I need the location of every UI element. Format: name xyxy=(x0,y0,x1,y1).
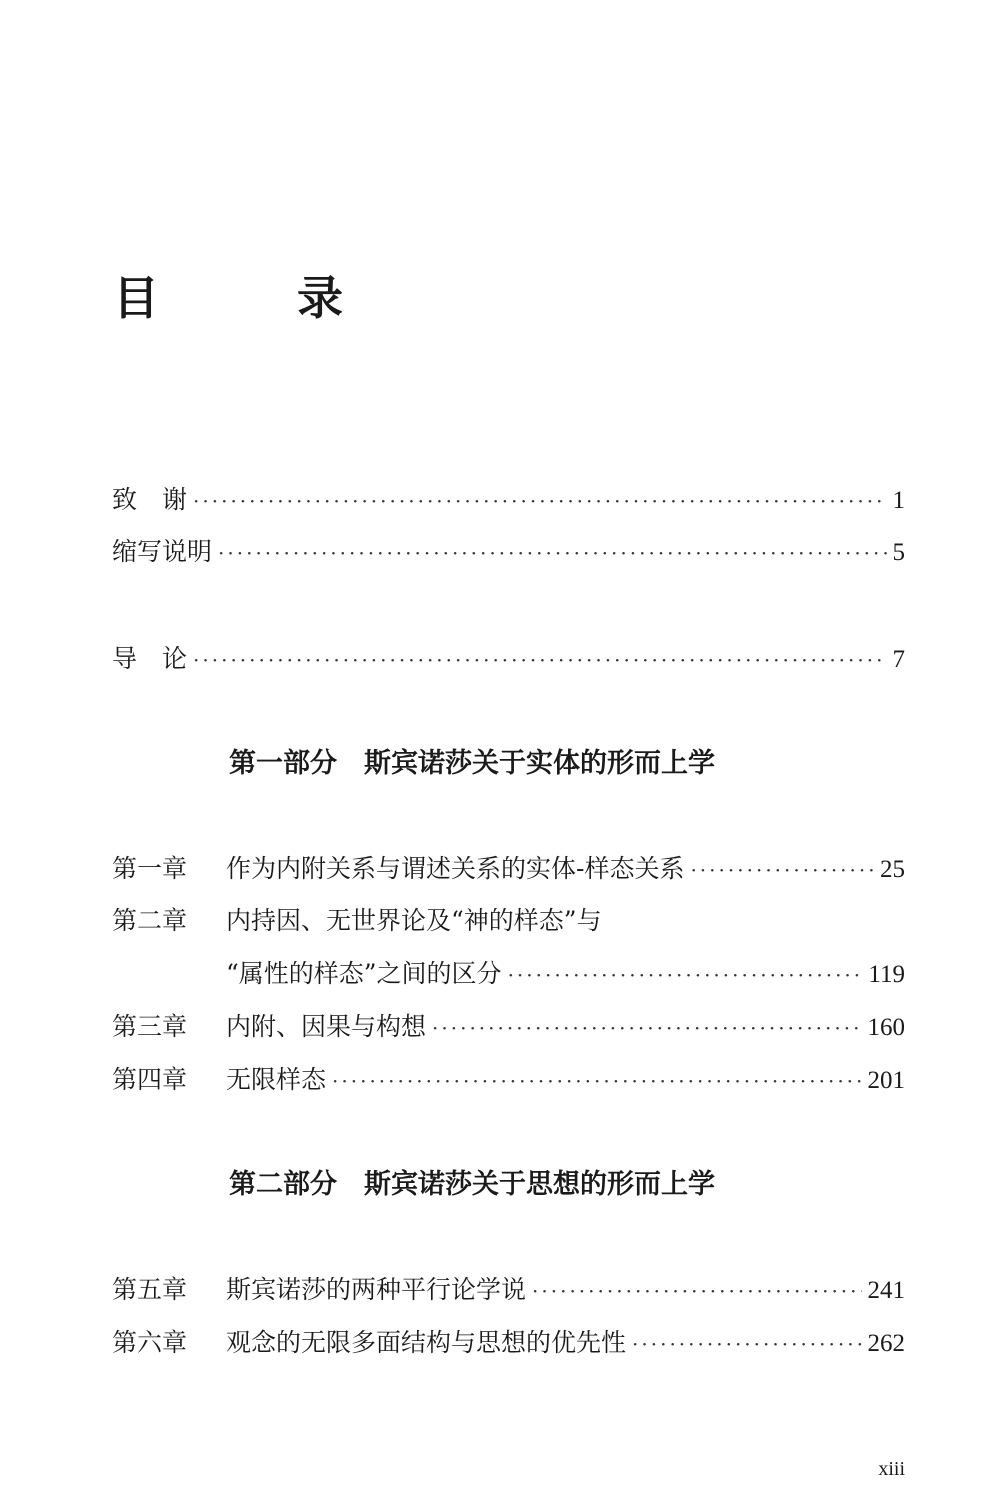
part-heading-2: 第二部分 斯宾诺莎关于思想的形而上学 xyxy=(229,1169,715,1200)
toc-page-number: 119 xyxy=(868,961,905,988)
page-title: 目 录 xyxy=(113,271,389,325)
leader-dots xyxy=(690,852,874,888)
toc-entry-chapter-5[interactable] xyxy=(112,1272,905,1308)
toc-page-number: 5 xyxy=(892,539,905,566)
toc-entry-introduction[interactable] xyxy=(112,641,905,677)
leader-dots xyxy=(508,957,863,993)
toc-entry-label: 致 谢 xyxy=(112,485,188,514)
chapter-number: 第三章 xyxy=(112,1012,188,1041)
chapter-title: 观念的无限多面结构与思想的优先性 xyxy=(226,1328,627,1357)
toc-entry-chapter-2-continued[interactable] xyxy=(112,956,905,992)
leader-dots xyxy=(193,642,886,678)
leader-dots xyxy=(632,1326,861,1362)
chapter-title: 作为内附关系与谓述关系的实体-样态关系 xyxy=(226,854,685,883)
page-folio: xiii xyxy=(878,1458,905,1480)
chapter-number: 第六章 xyxy=(112,1328,188,1357)
toc-entry-chapter-2[interactable] xyxy=(112,903,905,939)
leader-dots xyxy=(218,535,886,571)
chapter-number: 第五章 xyxy=(112,1275,188,1304)
toc-page-number: 241 xyxy=(867,1277,905,1304)
chapter-title-continued: “属性的样态”之间的区分 xyxy=(226,959,502,988)
chapter-title: 内附、因果与构想 xyxy=(226,1012,427,1041)
chapter-number: 第四章 xyxy=(112,1065,188,1094)
toc-entry-chapter-1[interactable] xyxy=(112,851,905,887)
toc-entry-chapter-6[interactable] xyxy=(112,1325,905,1361)
toc-entry-chapter-4[interactable] xyxy=(112,1062,905,1098)
toc-page-number: 1 xyxy=(892,487,905,514)
chapter-title: 斯宾诺莎的两种平行论学说 xyxy=(226,1275,527,1304)
leader-dots xyxy=(432,1010,861,1046)
leader-dots xyxy=(332,1063,861,1099)
chapter-title: 内持因、无世界论及“神的样态”与 xyxy=(226,906,602,935)
leader-dots xyxy=(532,1273,861,1309)
toc-entry-chapter-3[interactable] xyxy=(112,1009,905,1045)
part-heading-1: 第一部分 斯宾诺莎关于实体的形而上学 xyxy=(229,748,715,779)
toc-page-number: 7 xyxy=(892,646,905,673)
chapter-title: 无限样态 xyxy=(226,1065,327,1094)
toc-page-number: 160 xyxy=(867,1014,905,1041)
chapter-number: 第一章 xyxy=(112,854,188,883)
toc-entry-abbreviations[interactable] xyxy=(112,534,905,570)
toc-entry-label: 导 论 xyxy=(112,644,188,673)
toc-page-number: 262 xyxy=(867,1330,905,1357)
chapter-number: 第二章 xyxy=(112,906,188,935)
toc-entry-acknowledgements[interactable] xyxy=(112,482,905,518)
leader-dots xyxy=(193,483,886,519)
toc-page-number: 25 xyxy=(880,856,905,883)
toc-entry-label: 缩写说明 xyxy=(112,537,213,566)
toc-page-number: 201 xyxy=(867,1067,905,1094)
